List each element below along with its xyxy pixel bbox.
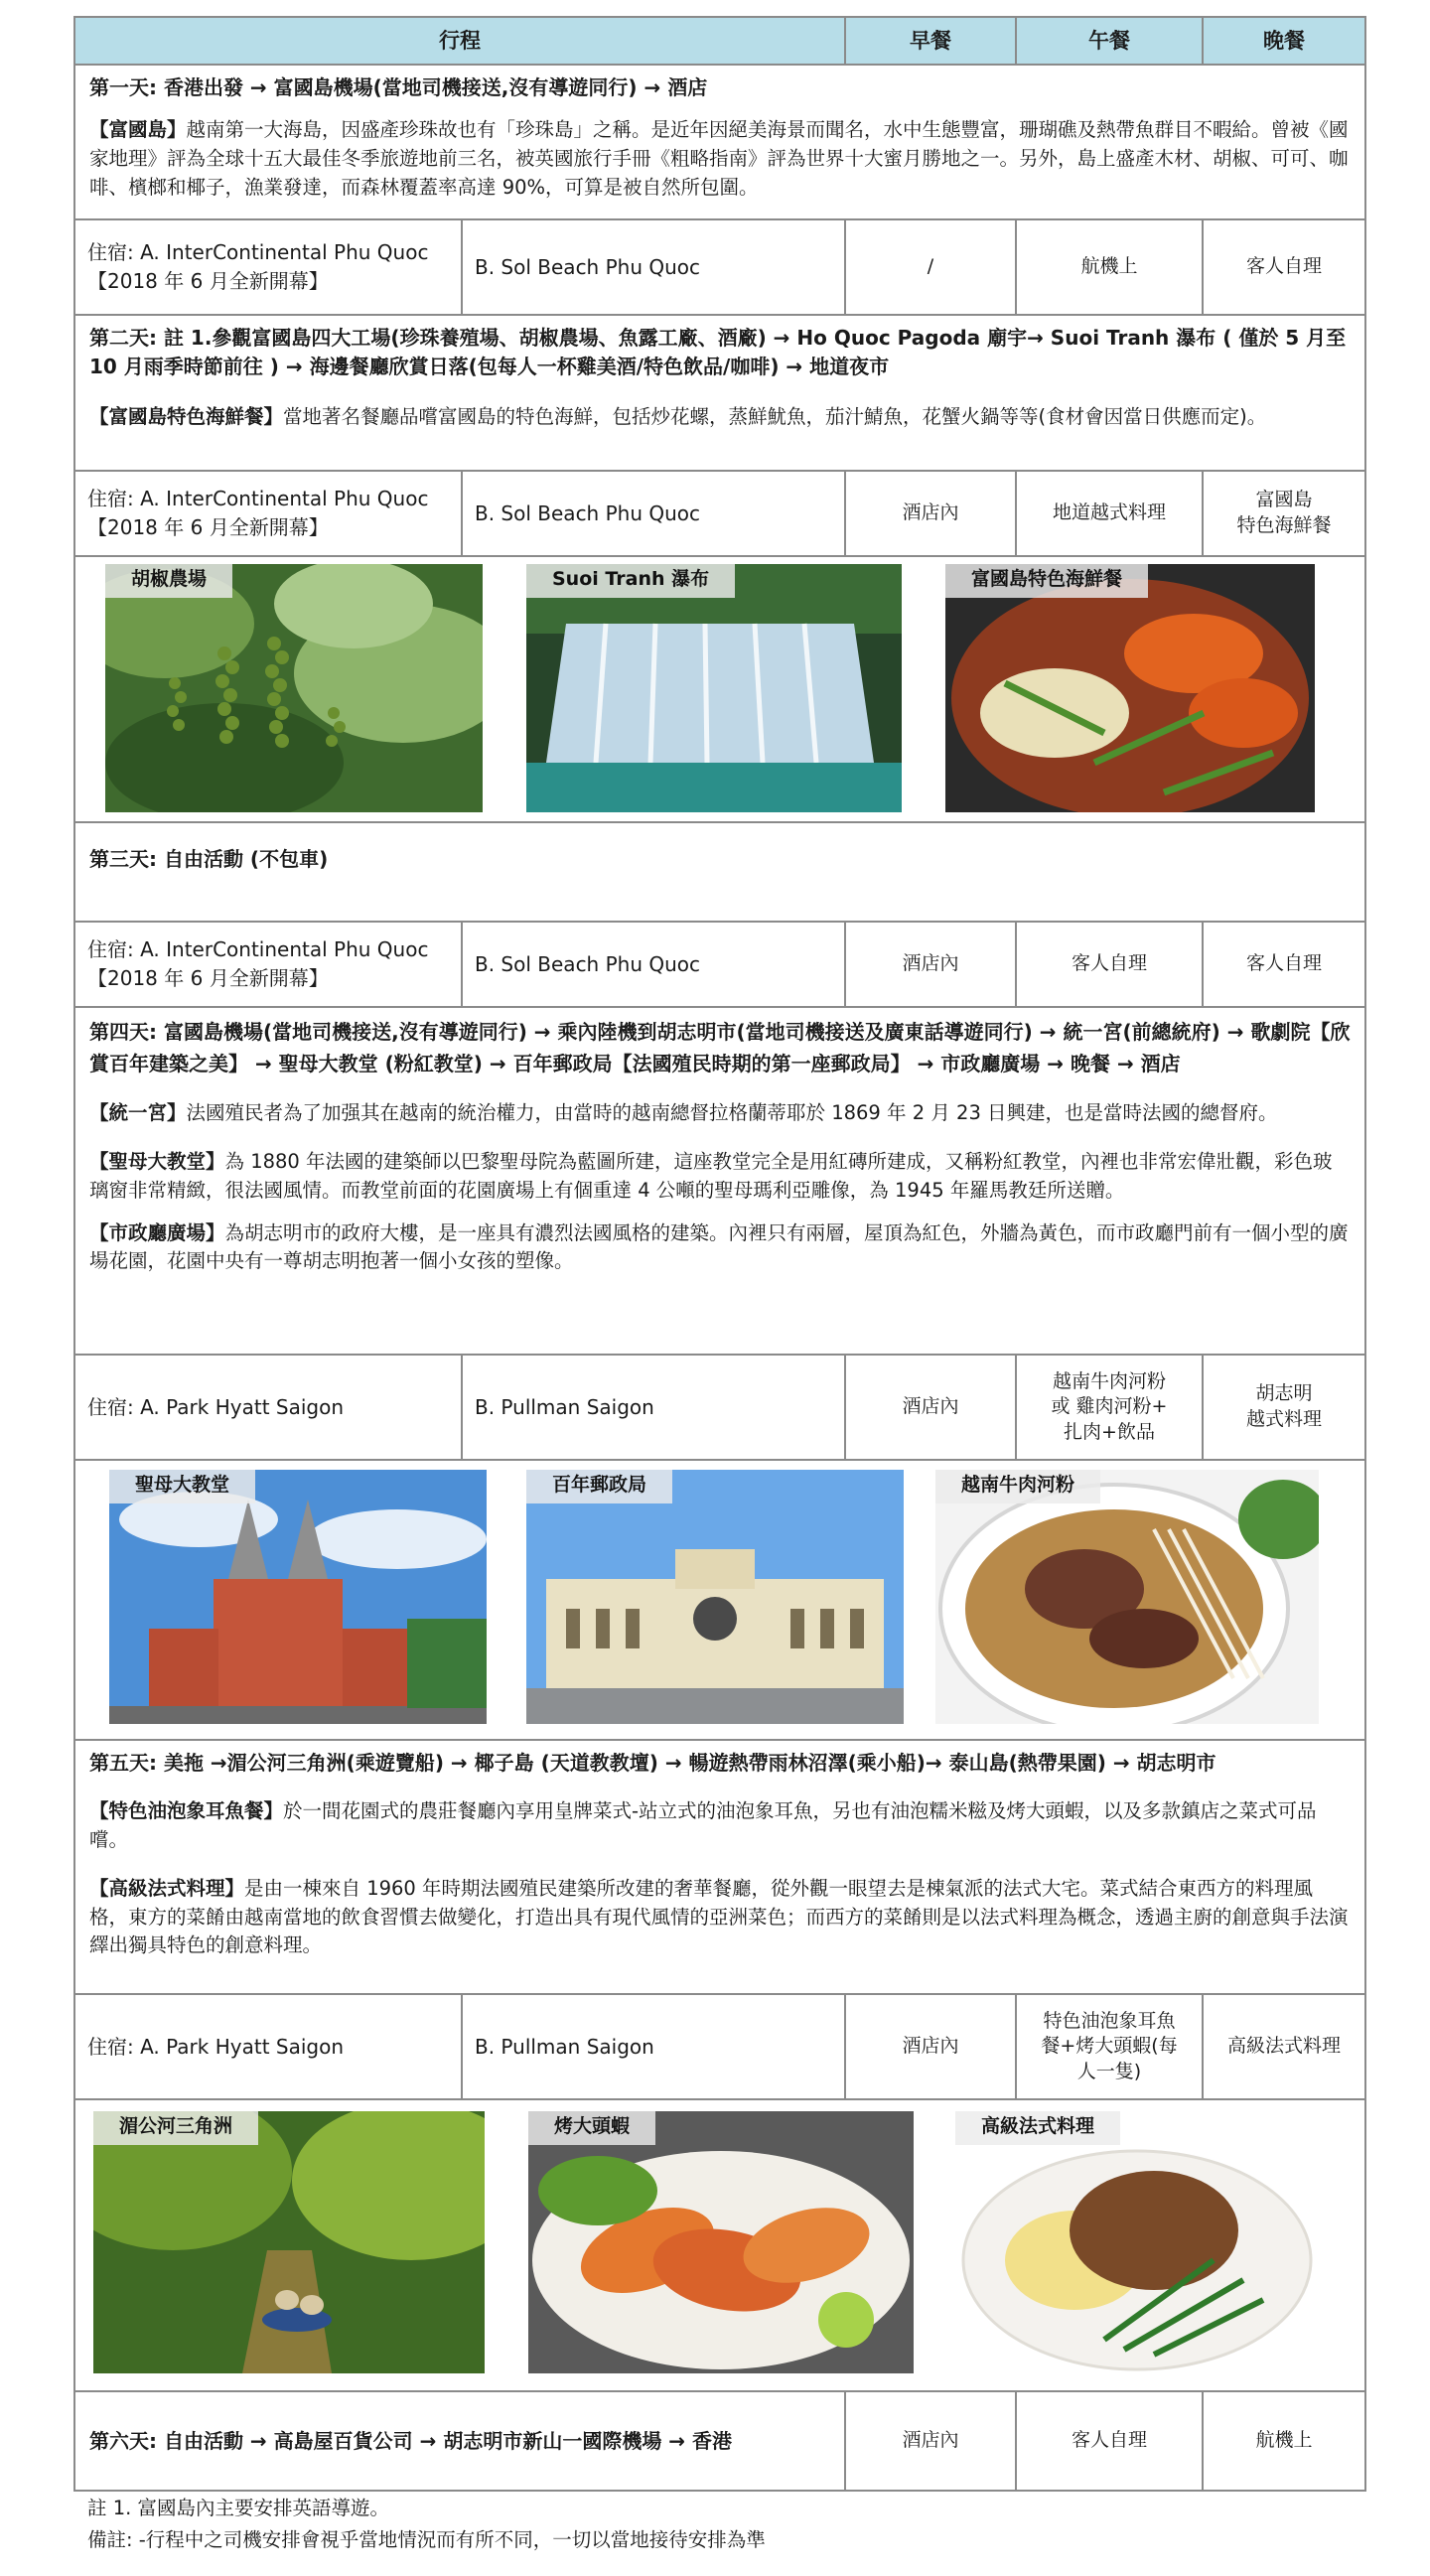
- day3-hotel-a: 住宿: A. InterContinental Phu Quoc 【2018 年 6 月全新開幕】: [74, 922, 462, 1007]
- day5-description: [74, 1740, 1365, 1994]
- day4-para-2-text: 為 1880 年法國的建築師以巴黎聖母院為藍圖所建，這座教堂完全是用紅磚所建成，又稱粉紅教堂，內裡也非常宏偉壯觀，彩色玻璃窗非常精緻，很法國風情。而教堂前面的花園廣場上有個重達 4 公噸的聖母瑪利亞雕像，為 1945 年羅馬教廷所送贈。: [89, 1149, 1333, 1202]
- day4-photo-row: [74, 1460, 1365, 1740]
- day4-para-2-heading: 【聖母大教堂】: [89, 1149, 225, 1173]
- prawns-image: [528, 2111, 914, 2373]
- day2-para-heading: 【富國島特色海鮮餐】: [89, 405, 284, 428]
- day5-breakfast: 酒店內: [845, 1994, 1016, 2099]
- mekong-image: [93, 2111, 485, 2373]
- french-dish-image: [955, 2111, 1319, 2373]
- header-itinerary: 行程: [74, 17, 845, 65]
- day6-description: [74, 2391, 845, 2491]
- day4-breakfast: 酒店內: [845, 1355, 1016, 1460]
- photo-caption: 胡椒農場: [105, 564, 232, 598]
- day1-para-heading: 【富國島】: [89, 118, 187, 141]
- post-office-image: [526, 1470, 904, 1724]
- day5-para-2: [89, 1875, 1351, 1961]
- day2-title: 第二天: 註 1.參觀富國島四大工場(珍珠養殖場、胡椒農場、魚露工廠、酒廠) → Ho Quoc Pagoda 廟宇→ Suoi Tranh 瀑布 ( 僅於 5 月至 10 月雨季時節前往 ) → 海邊餐廳欣賞日落(包每人一杯雞美酒/特色飲品/咖啡) → 地道夜市: [89, 326, 1347, 378]
- photo-caption: 百年郵政局: [526, 1470, 672, 1503]
- day1-para-text: 越南第一大海島，因盛產珍珠故也有「珍珠島」之稱。是近年因絕美海景而聞名，水中生態豐富，珊瑚礁及熱帶魚群目不暇給。曾被《國家地理》評為全球十五大最佳冬季旅遊地前三名，被英國旅行手冊《粗略指南》評為世界十大蜜月勝地之一。另外，島上盛產木材、胡椒、可可、咖啡、檳榔和椰子，漁業發達，而森林覆蓋率高達 90%，可算是被自然所包圍。: [89, 118, 1349, 199]
- cathedral-image: [109, 1470, 487, 1724]
- itinerary-document: [73, 16, 1364, 2492]
- day1-lunch: 航機上: [1016, 219, 1203, 315]
- footnote-2: 備註: -行程中之司機安排會視乎當地情況而有所不同，一切以當地接待安排為準: [87, 2527, 766, 2551]
- photo-mekong-delta: [93, 2111, 485, 2373]
- photo-caption: 聖母大教堂: [109, 1470, 255, 1503]
- day5-photo-row: [74, 2099, 1365, 2391]
- day5-hotel-b: B. Pullman Saigon: [462, 1994, 845, 2099]
- day5-lunch: 特色油泡象耳魚 餐+烤大頭蝦(每 人一隻): [1016, 1994, 1203, 2099]
- day1-description: [74, 65, 1365, 219]
- day2-lunch: 地道越式料理: [1016, 471, 1203, 556]
- day2-hotel-b: B. Sol Beach Phu Quoc: [462, 471, 845, 556]
- day1-para: [89, 116, 1351, 203]
- day1-title: 第一天: 香港出發 → 富國島機場(當地司機接送,沒有導遊同行) → 酒店: [89, 75, 708, 99]
- day1-hotel-b: B. Sol Beach Phu Quoc: [462, 219, 845, 315]
- photo-seafood-meal: [945, 564, 1315, 812]
- photo-french-cuisine: [955, 2111, 1319, 2373]
- day3-breakfast: 酒店內: [845, 922, 1016, 1007]
- day6-breakfast: 酒店內: [845, 2391, 1016, 2491]
- day3-description: [74, 822, 1365, 922]
- photo-caption: 湄公河三角洲: [93, 2111, 258, 2145]
- day4-para-1: [89, 1099, 1351, 1128]
- day4-para-3: [89, 1219, 1351, 1277]
- footnote-1: 註 1. 富國島內主要安排英語導遊。: [87, 2497, 390, 2519]
- day1-breakfast: /: [845, 219, 1016, 315]
- header-breakfast: 早餐: [845, 17, 1016, 65]
- photo-pepper-farm: [105, 564, 483, 812]
- day4-para-3-text: 為胡志明市的政府大樓，是一座具有濃烈法國風格的建築。內裡只有兩層，屋頂為紅色，外牆為黃色，而市政廳門前有一個小型的廣場花園，花園中央有一尊胡志明抱著一個小女孩的塑像。: [89, 1220, 1349, 1273]
- day1-hotel-a: 住宿: A. InterContinental Phu Quoc 【2018 年 6 月全新開幕】: [74, 219, 462, 315]
- seafood-image: [945, 564, 1315, 812]
- day2-para: [89, 403, 1351, 432]
- day4-para-3-heading: 【市政廳廣場】: [89, 1220, 225, 1244]
- day5-title: 第五天: 美拖 →湄公河三角洲(乘遊覽船) → 椰子島 (天道教教壇) → 暢遊熱帶雨林沼澤(乘小船)→ 泰山島(熱帶果園) → 胡志明市: [89, 1751, 1216, 1775]
- day4-description: [74, 1007, 1365, 1355]
- photo-beef-pho: [935, 1470, 1319, 1724]
- photo-central-post-office: [526, 1470, 904, 1724]
- day3-hotel-b: B. Sol Beach Phu Quoc: [462, 922, 845, 1007]
- day2-hotel-a: 住宿: A. InterContinental Phu Quoc 【2018 年 6 月全新開幕】: [74, 471, 462, 556]
- photo-caption: 富國島特色海鮮餐: [945, 564, 1148, 598]
- photo-caption: 高級法式料理: [955, 2111, 1120, 2145]
- footnotes: [87, 2493, 766, 2555]
- waterfall-image: [526, 564, 902, 812]
- day6-dinner: 航機上: [1203, 2391, 1365, 2491]
- day3-lunch: 客人自理: [1016, 922, 1203, 1007]
- day5-para-2-heading: 【高級法式料理】: [89, 1876, 245, 1900]
- day2-photo-row: [74, 556, 1365, 822]
- day2-description: [74, 315, 1365, 471]
- day6-lunch: 客人自理: [1016, 2391, 1203, 2491]
- pepper-farm-image: [105, 564, 483, 812]
- day4-title: 第四天: 富國島機場(當地司機接送,沒有導遊同行) → 乘內陸機到胡志明市(當地司機接送及廣東話導遊同行) → 統一宮(前總統府) → 歌劇院【欣賞百年建築之美】 → 聖母大教堂 (粉紅教堂) → 百年郵政局【法國殖民時期的第一座郵政局】 → 市政廳廣場 → 晚餐 → 酒店: [89, 1020, 1351, 1075]
- day3-title: 第三天: 自由活動 (不包車): [89, 847, 329, 871]
- day6-title: 第六天: 自由活動 → 高島屋百貨公司 → 胡志明市新山一國際機場 → 香港: [89, 2428, 733, 2453]
- day4-hotel-b: B. Pullman Saigon: [462, 1355, 845, 1460]
- day5-para-1-heading: 【特色油泡象耳魚餐】: [89, 1799, 284, 1822]
- pho-image: [935, 1470, 1319, 1724]
- header-dinner: 晚餐: [1203, 17, 1365, 65]
- photo-caption: Suoi Tranh 瀑布: [526, 564, 735, 598]
- day3-dinner: 客人自理: [1203, 922, 1365, 1007]
- day4-para-1-heading: 【統一宮】: [89, 1101, 187, 1124]
- day5-dinner: 高級法式料理: [1203, 1994, 1365, 2099]
- day5-para-1-text: 於一間花園式的農莊餐廳內享用皇牌菜式-站立式的油泡象耳魚，另也有油泡糯米糍及烤大頭蝦，以及多款鎮店之菜式可品嚐。: [89, 1799, 1317, 1851]
- day2-breakfast: 酒店內: [845, 471, 1016, 556]
- day5-para-2-text: 是由一棟來自 1960 年時期法國殖民建築所改建的奢華餐廳，從外觀一眼望去是棟氣派的法式大宅。菜式結合東西方的料理風格，東方的菜餚由越南當地的飲食習慣去做變化，打造出具有現代風情的亞洲菜色；而西方的菜餚則是以法式料理為概念，透過主廚的創意與手法演繹出獨具特色的創意料理。: [89, 1876, 1349, 1957]
- day4-para-2: [89, 1148, 1351, 1206]
- day4-dinner: 胡志明 越式料理: [1203, 1355, 1365, 1460]
- photo-grilled-prawns: [528, 2111, 914, 2373]
- header-lunch: 午餐: [1016, 17, 1203, 65]
- photo-notre-dame-cathedral: [109, 1470, 487, 1724]
- day5-hotel-a: 住宿: A. Park Hyatt Saigon: [74, 1994, 462, 2099]
- day2-dinner: 富國島 特色海鮮餐: [1203, 471, 1365, 556]
- day2-para-text: 當地著名餐廳品嚐富國島的特色海鮮，包括炒花螺，蒸鮮魷魚，茄汁鯖魚，花蟹火鍋等等(食材會因當日供應而定)。: [283, 405, 1267, 428]
- day5-para-1: [89, 1797, 1351, 1855]
- photo-caption: 烤大頭蝦: [528, 2111, 655, 2145]
- photo-suoi-tranh-waterfall: [526, 564, 902, 812]
- itinerary-table: [73, 16, 1366, 2492]
- day4-para-1-text: 法國殖民者為了加强其在越南的統治權力，由當時的越南總督拉格蘭蒂耶於 1869 年 2 月 23 日興建，也是當時法國的總督府。: [186, 1101, 1278, 1124]
- day4-hotel-a: 住宿: A. Park Hyatt Saigon: [74, 1355, 462, 1460]
- day4-lunch: 越南牛肉河粉 或 雞肉河粉+ 扎肉+飲品: [1016, 1355, 1203, 1460]
- day1-dinner: 客人自理: [1203, 219, 1365, 315]
- photo-caption: 越南牛肉河粉: [935, 1470, 1100, 1503]
